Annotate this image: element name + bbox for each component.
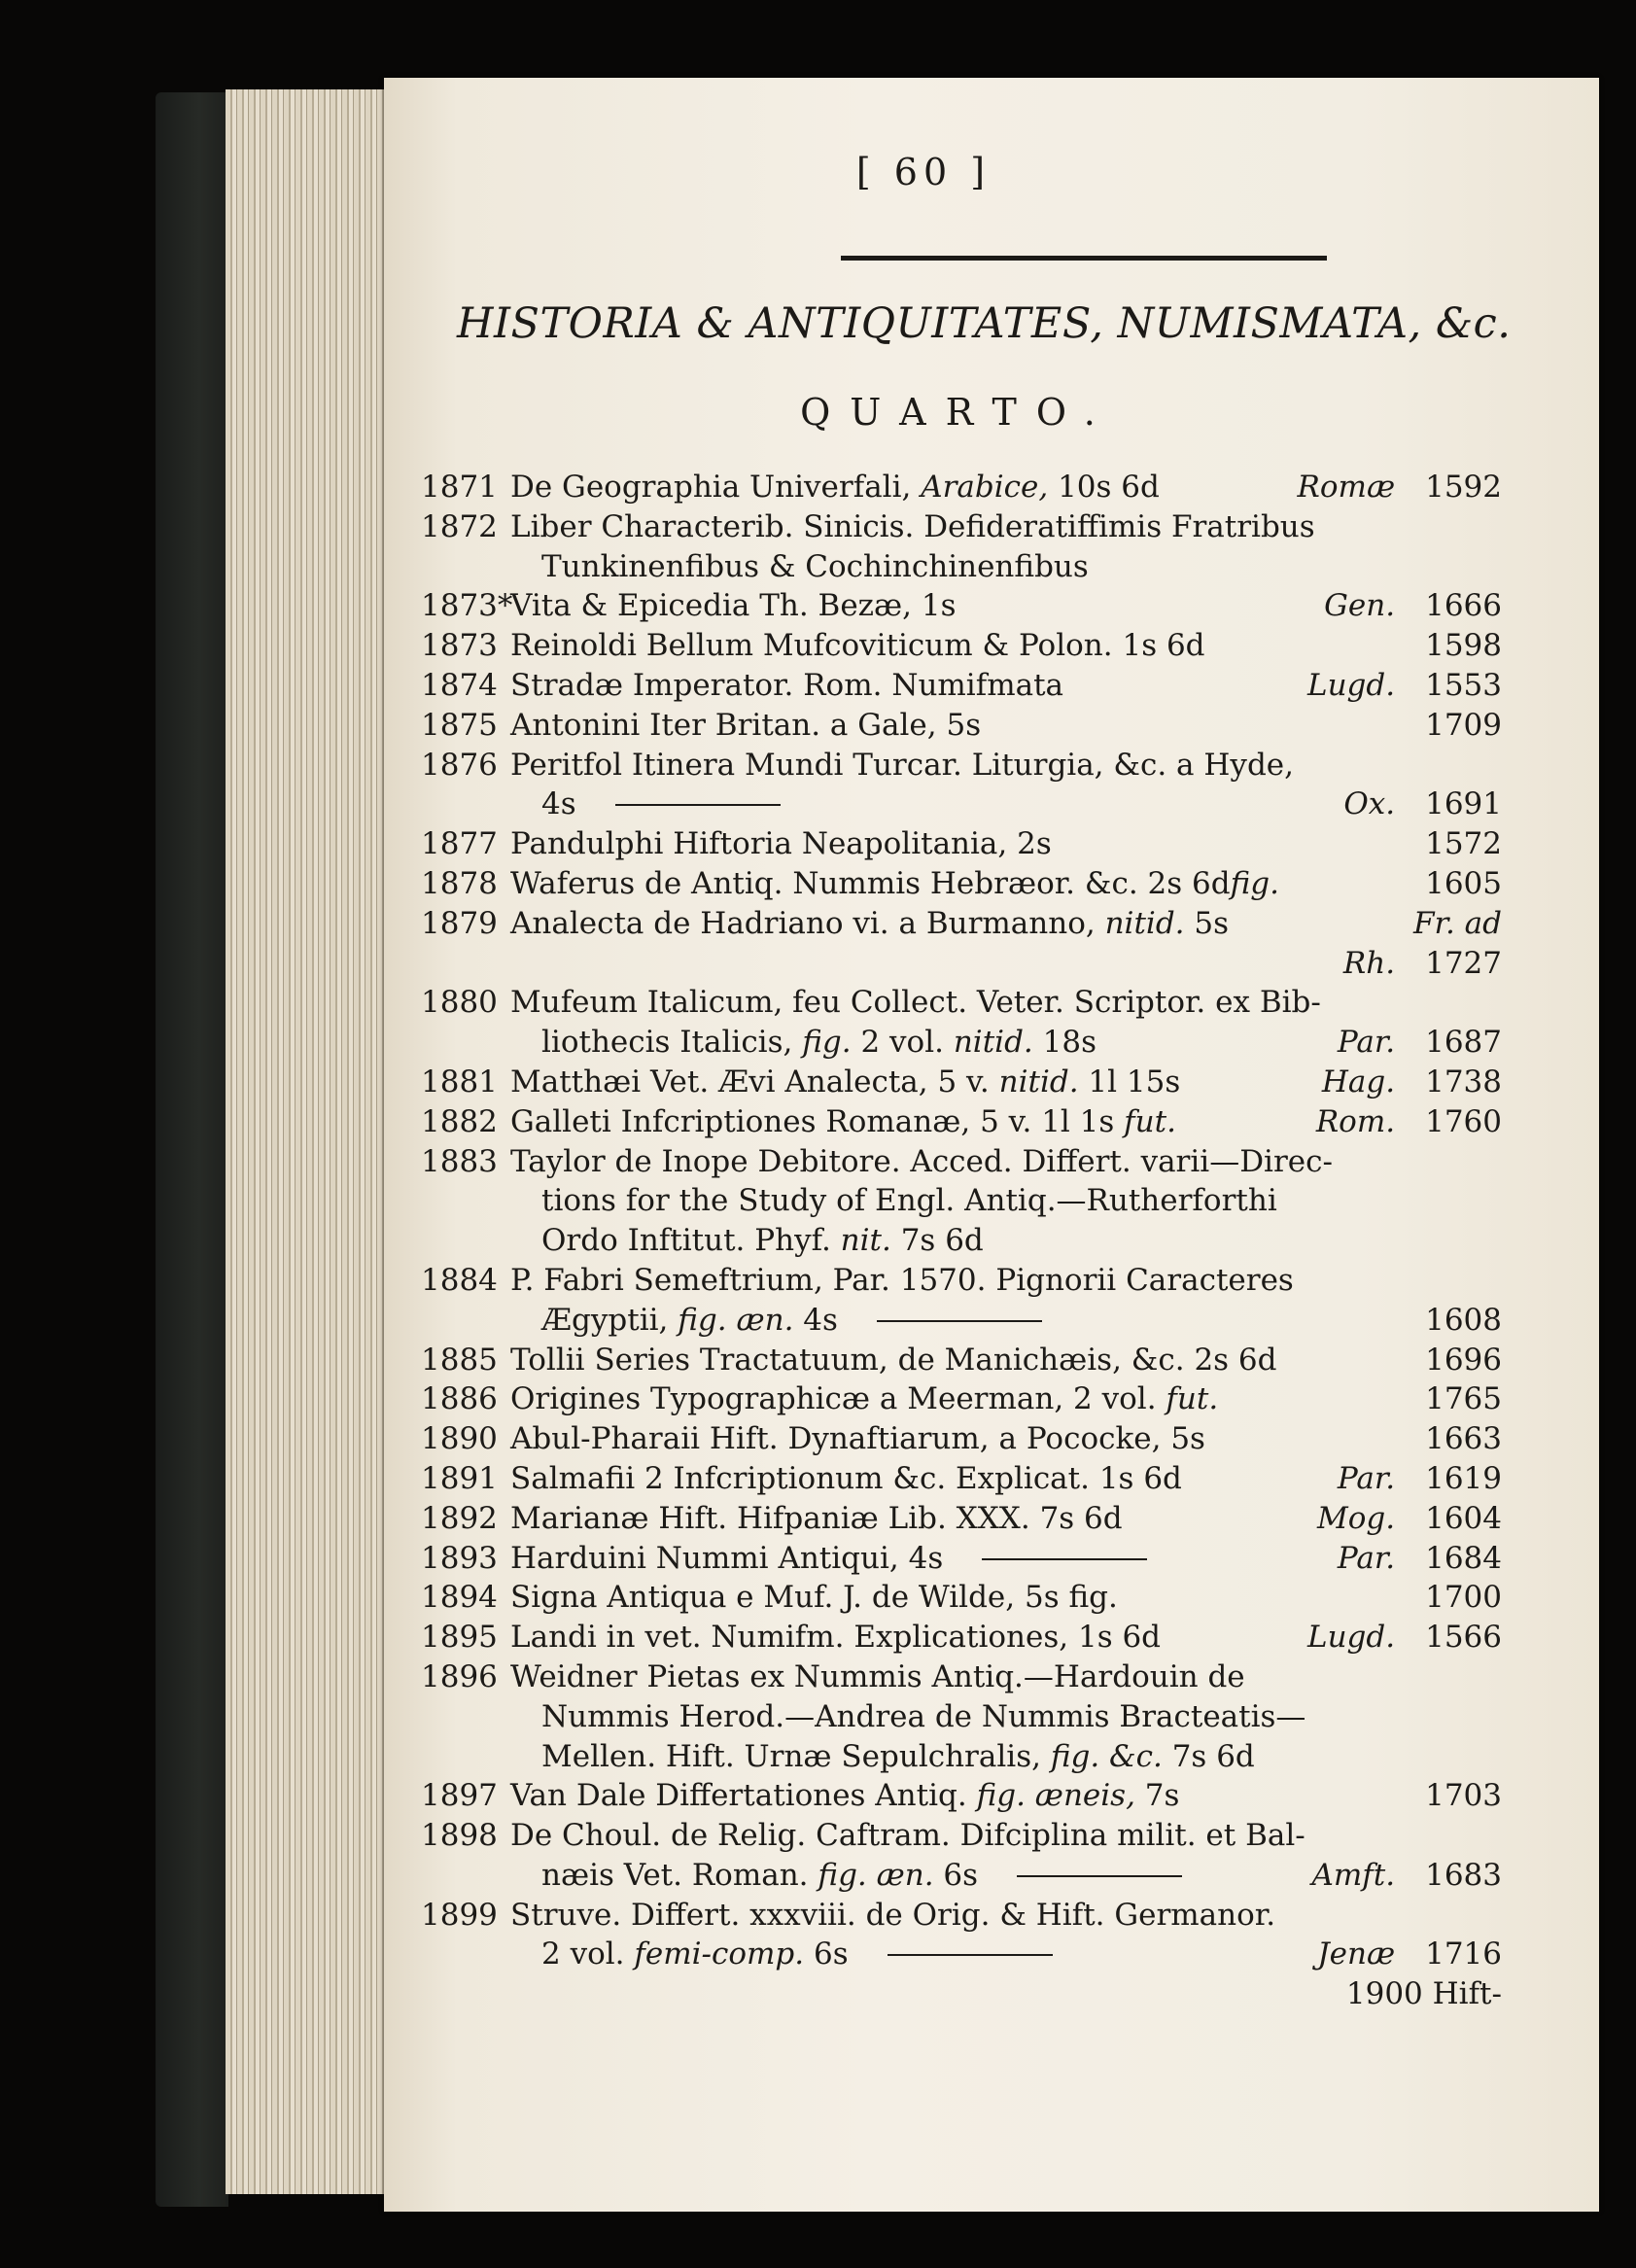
- entry-italic-text: fig.: [802, 1025, 852, 1061]
- entry-text-segment: Vita & Epicedia Th. Bezæ, 1s: [510, 588, 957, 624]
- entry-continuation-line: [384, 1183, 1599, 1218]
- entry-number: 1876: [421, 747, 498, 783]
- entry-text: [541, 1858, 978, 1893]
- entry-text-segment: Reinoldi Bellum Mufcoviticum & Polon. 1s 6d: [510, 628, 1205, 664]
- entry-number: 1881: [421, 1064, 498, 1099]
- entry-place: Rh.: [1342, 945, 1396, 981]
- entry-text-segment: Harduini Nummi Antiqui, 4s: [510, 1540, 944, 1576]
- entry-year: 1666: [1395, 588, 1502, 624]
- entry-year: 1687: [1395, 1025, 1502, 1061]
- entry-number: 1871: [421, 470, 498, 505]
- entry-text: [541, 786, 576, 821]
- catalogue-entry: [384, 1421, 1599, 1456]
- entry-text: [510, 470, 1160, 505]
- entry-italic-text: fut.: [1124, 1103, 1176, 1139]
- entry-continuation-line: [384, 1858, 1599, 1893]
- entry-text: [510, 985, 1321, 1020]
- entry-number: 1897: [421, 1778, 498, 1814]
- entry-text-segment: Landi in vet. Numifm. Explicationes, 1s 6d: [510, 1620, 1162, 1656]
- entry-text-segment: Ordo Inftitut. Phyf.: [541, 1223, 841, 1259]
- entry-year: 1566: [1395, 1620, 1502, 1656]
- entry-continuation-line: [384, 1303, 1599, 1338]
- entry-text-segment: 1l 15s: [1078, 1064, 1181, 1099]
- entry-italic-text: fig. æn.: [818, 1857, 934, 1893]
- entry-text: [510, 1501, 1123, 1536]
- entry-text: [541, 1303, 838, 1338]
- entry-place: Lugd.: [1307, 667, 1396, 703]
- catalogue-entry: [384, 1541, 1599, 1576]
- entry-place: Rom.: [1315, 1103, 1396, 1139]
- dash-leader: [877, 1320, 1042, 1322]
- entry-italic-text: fig.: [1230, 865, 1279, 901]
- entry-number: 1898: [421, 1818, 498, 1854]
- entry-number: 1872: [421, 508, 498, 544]
- entry-text-segment: 18s: [1032, 1025, 1096, 1061]
- entry-number: 1878: [421, 865, 498, 901]
- entry-italic-text: Arabice,: [921, 470, 1049, 505]
- dash-leader: [982, 1558, 1147, 1560]
- entry-text: [541, 1183, 1277, 1218]
- entry-year: 1684: [1395, 1540, 1502, 1576]
- entry-number: 1883: [421, 1143, 498, 1179]
- entry-imprint: [1425, 708, 1502, 743]
- entry-text-segment: Struve. Differt. xxxviii. de Orig. & Hift. Germanor.: [510, 1897, 1276, 1933]
- entry-text-segment: Salmafii 2 Infcriptionum &c. Explicat. 1s 6d: [510, 1460, 1182, 1496]
- entry-text-segment: 4s: [793, 1302, 838, 1338]
- entry-imprint: [1307, 668, 1502, 703]
- entry-number: 1896: [421, 1658, 498, 1694]
- entry-imprint: [1338, 1025, 1502, 1060]
- entry-number: 1879: [421, 905, 498, 941]
- entry-text-segment: Pandulphi Hiftoria Neapolitania, 2s: [510, 826, 1052, 862]
- entry-text-segment: liothecis Italicis,: [541, 1025, 803, 1061]
- format-heading: QUARTO.: [800, 391, 1115, 434]
- entry-italic-text: nitid.: [953, 1025, 1033, 1061]
- catalogue-entry: [384, 1818, 1599, 1853]
- catalogue-entry: [384, 1263, 1599, 1298]
- entry-place: Ox.: [1343, 786, 1396, 822]
- entry-year: 1604: [1395, 1500, 1502, 1536]
- entry-text: [541, 1223, 984, 1258]
- catalogue-entry: [384, 1620, 1599, 1655]
- entry-continuation-line: [384, 786, 1599, 821]
- catalogue-entry: [384, 906, 1599, 941]
- entry-text-segment: Weidner Pietas ex Nummis Antiq.—Hardouin de: [510, 1658, 1245, 1694]
- entry-text-segment: Waferus de Antiq. Nummis Hebræor. &c. 2s 6d: [510, 865, 1231, 901]
- catalogue-entry: [384, 628, 1599, 663]
- entry-text: [510, 1620, 1161, 1655]
- entry-text-segment: Matthæi Vet. Ævi Analecta, 5 v.: [510, 1064, 999, 1099]
- entry-year: 1716: [1395, 1937, 1502, 1972]
- entry-imprint: [1316, 1104, 1502, 1139]
- catalogue-entry: [384, 826, 1599, 861]
- catalogue-entry: [384, 1144, 1599, 1179]
- entry-place: Par.: [1337, 1025, 1396, 1061]
- entry-text: [510, 826, 1052, 861]
- entry-year: 1765: [1425, 1381, 1502, 1417]
- entry-text-segment: Signa Antiqua e Muf. J. de Wilde, 5s fig.: [510, 1580, 1118, 1616]
- catalogue-entry: [384, 985, 1599, 1020]
- entry-place: Gen.: [1324, 588, 1396, 624]
- catalogue-entry: [384, 1461, 1599, 1496]
- entry-year: 1553: [1395, 667, 1502, 703]
- entry-text-segment: 7s 6d: [1162, 1738, 1255, 1774]
- entry-year: 1592: [1395, 470, 1502, 505]
- entry-place: Amft.: [1311, 1857, 1396, 1893]
- entry-text-segment: Tunkinenfibus & Cochinchinenfibus: [541, 548, 1089, 584]
- entry-text-segment: 10s 6d: [1048, 470, 1160, 505]
- entry-text: [510, 748, 1294, 783]
- catalogue-entry: [384, 708, 1599, 743]
- entry-year: 1605: [1425, 865, 1502, 901]
- entry-text: [510, 1898, 1275, 1933]
- entry-place: Hag.: [1321, 1064, 1396, 1099]
- entry-continuation-line: [384, 1937, 1599, 1971]
- dash-leader: [615, 804, 781, 806]
- entry-text: [541, 1937, 849, 1971]
- catalogue-entry: [384, 509, 1599, 544]
- entry-imprint: [1317, 1501, 1502, 1536]
- entry-text: [541, 1739, 1255, 1774]
- entry-text-segment: Stradæ Imperator. Rom. Numifmata: [510, 667, 1064, 703]
- entry-imprint: [1322, 1064, 1502, 1099]
- dash-leader: [1017, 1875, 1182, 1877]
- entry-place: Romæ: [1297, 470, 1396, 505]
- entry-text: [510, 1541, 943, 1576]
- entry-italic-text: fut.: [1166, 1381, 1219, 1417]
- entry-place: Jenæ: [1317, 1937, 1396, 1972]
- entry-number: 1891: [421, 1460, 498, 1496]
- entry-italic-text: nitid.: [998, 1064, 1079, 1099]
- entry-year: 1709: [1425, 707, 1502, 743]
- entry-imprint: [1425, 1343, 1502, 1378]
- entry-number: 1873: [421, 628, 498, 664]
- entry-year: 1727: [1395, 945, 1502, 981]
- entry-year: 1683: [1395, 1857, 1502, 1893]
- entry-number: 1884: [421, 1262, 498, 1298]
- entry-text: [510, 509, 1315, 544]
- entry-italic-text: fig. æn.: [678, 1302, 794, 1338]
- entry-text: [510, 1104, 1176, 1139]
- entry-place: Lugd.: [1307, 1620, 1396, 1656]
- entry-italic-text: nit.: [840, 1223, 891, 1259]
- entry-text-segment: De Geographia Univerfali,: [510, 470, 922, 505]
- catalogue-entry: [384, 1501, 1599, 1536]
- catalogue-entry: [384, 1064, 1599, 1099]
- entry-imprint: [1425, 1580, 1502, 1615]
- entry-text-segment: Liber Characterib. Sinicis. Defideratiffimis Fratribus: [510, 508, 1315, 544]
- entry-number: 1873*: [421, 588, 513, 624]
- entry-text: [510, 1421, 1205, 1456]
- entry-year: 1572: [1425, 826, 1502, 862]
- entry-text: [510, 1818, 1305, 1853]
- entry-imprint: [1425, 1421, 1502, 1456]
- entry-imprint: [1338, 1461, 1502, 1496]
- entry-text-segment: Tollii Series Tractatuum, de Manichæis, &c. 2s 6d: [510, 1342, 1277, 1378]
- entry-number: 1882: [421, 1103, 498, 1139]
- entry-text-segment: De Choul. de Relig. Caftram. Difciplina milit. et Bal-: [510, 1818, 1305, 1854]
- page-edges: [226, 89, 386, 2194]
- entry-text-segment: Galleti Infcriptiones Romanæ, 5 v. 1l 1s: [510, 1103, 1125, 1139]
- catalogue-entry: [384, 866, 1599, 901]
- entry-text: [510, 1580, 1118, 1615]
- entry-continuation-line: [384, 1739, 1599, 1774]
- catalogue-entry: [384, 668, 1599, 703]
- entry-continuation-line: [384, 1025, 1599, 1060]
- entry-number: 1885: [421, 1342, 498, 1378]
- entry-text-segment: P. Fabri Semeftrium, Par. 1570. Pignorii Caracteres: [510, 1262, 1294, 1298]
- entry-text-segment: 4s: [541, 786, 576, 822]
- catalogue-entry: [384, 1580, 1599, 1615]
- entry-imprint: [1413, 906, 1502, 941]
- entry-italic-text: fig. æneis,: [976, 1778, 1135, 1814]
- entry-text: [510, 906, 1229, 941]
- entry-text: [510, 866, 1279, 901]
- entry-text-segment: 7s 6d: [890, 1223, 984, 1259]
- entry-text: [510, 1064, 1180, 1099]
- entry-number: 1899: [421, 1897, 498, 1933]
- entry-year: 1598: [1425, 628, 1502, 664]
- entry-imprint: [1343, 946, 1502, 981]
- book-page: [384, 78, 1599, 2212]
- entry-text: [510, 1778, 1179, 1813]
- entry-imprint: [1338, 1541, 1502, 1576]
- entry-text: [510, 1461, 1182, 1496]
- entry-imprint: [1343, 786, 1502, 821]
- entry-number: 1890: [421, 1421, 498, 1457]
- entry-text-segment: 2 vol.: [851, 1025, 954, 1061]
- entry-imprint: [1317, 1937, 1502, 1971]
- entry-italic-text: femi-comp.: [634, 1937, 805, 1972]
- header-rule: [841, 256, 1327, 261]
- entry-imprint: [1425, 628, 1502, 663]
- entry-imprint: [1425, 1381, 1502, 1416]
- entry-text: [510, 628, 1205, 663]
- entry-text-segment: Taylor de Inope Debitore. Acced. Differt. varii—Direc-: [510, 1143, 1333, 1179]
- entry-text-segment: 5s: [1184, 905, 1230, 941]
- entry-place: Par.: [1337, 1460, 1396, 1496]
- catalogue-entry: [384, 1898, 1599, 1933]
- entry-text: [510, 708, 981, 743]
- entry-text-segment: Peritfol Itinera Mundi Turcar. Liturgia, &c. a Hyde,: [510, 747, 1294, 783]
- entry-text-segment: Mellen. Hift. Urnæ Sepulchralis,: [541, 1738, 1051, 1774]
- entry-imprint: [1425, 1778, 1502, 1813]
- entry-year: 1619: [1395, 1460, 1502, 1496]
- entry-number: 1874: [421, 667, 498, 703]
- entry-text: [541, 1025, 1096, 1060]
- entry-text-segment: 2 vol.: [541, 1937, 635, 1972]
- entry-imprint: [1425, 1303, 1502, 1338]
- catalogue-entry: [384, 1778, 1599, 1813]
- entry-year: 1900 Hift-: [1345, 1976, 1502, 2012]
- entry-text-segment: næis Vet. Roman.: [541, 1857, 818, 1893]
- catalogue-entry: [384, 1343, 1599, 1378]
- entry-text: [510, 1381, 1218, 1416]
- entry-imprint: [1298, 470, 1502, 505]
- entry-continuation-line: [384, 946, 1599, 981]
- book-spine: [156, 92, 228, 2207]
- section-title: HISTORIA & ANTIQUITATES, NUMISMATA, &c.: [457, 299, 1512, 348]
- entry-continuation-line: [384, 1699, 1599, 1734]
- entry-text: [510, 588, 956, 623]
- entry-year: 1696: [1425, 1342, 1502, 1378]
- entry-italic-text: nitid.: [1104, 905, 1185, 941]
- entry-year: 1703: [1425, 1778, 1502, 1814]
- entry-number: 1875: [421, 707, 498, 743]
- entry-place: Fr. ad: [1413, 905, 1502, 941]
- entry-text-segment: Ægyptii,: [541, 1302, 679, 1338]
- entry-text-segment: Abul-Pharaii Hift. Dynaftiarum, a Pococke, 5s: [510, 1421, 1205, 1457]
- entry-text: [510, 1343, 1277, 1378]
- entry-number: 1894: [421, 1580, 498, 1616]
- entry-number: 1893: [421, 1540, 498, 1576]
- entry-imprint: [1425, 866, 1502, 901]
- entry-text-segment: Van Dale Differtationes Antiq.: [510, 1778, 977, 1814]
- entry-imprint: [1346, 1976, 1502, 2011]
- entry-text-segment: 7s: [1134, 1778, 1180, 1814]
- entry-imprint: [1312, 1858, 1502, 1893]
- entry-year: 1760: [1395, 1103, 1502, 1139]
- entry-text: [541, 1699, 1305, 1734]
- entry-number: 1877: [421, 826, 498, 862]
- entry-place: Mog.: [1316, 1500, 1396, 1536]
- entry-text-segment: Mufeum Italicum, feu Collect. Veter. Scriptor. ex Bib-: [510, 985, 1321, 1021]
- entry-continuation-line: [384, 1976, 1599, 2011]
- entry-text-segment: tions for the Study of Engl. Antiq.—Rutherforthi: [541, 1183, 1277, 1219]
- catalogue-entry: [384, 1659, 1599, 1694]
- entry-text-segment: Analecta de Hadriano vi. a Burmanno,: [510, 905, 1105, 941]
- entry-text: [510, 1144, 1333, 1179]
- catalogue-entry: [384, 1381, 1599, 1416]
- page-number: [ 60 ]: [855, 151, 992, 193]
- entry-italic-text: fig. &c.: [1050, 1738, 1163, 1774]
- entry-text-segment: 6s: [933, 1857, 979, 1893]
- entry-text-segment: 6s: [804, 1937, 849, 1972]
- entry-continuation-line: [384, 1223, 1599, 1258]
- entry-year: 1663: [1425, 1421, 1502, 1457]
- dash-leader: [888, 1954, 1053, 1956]
- entry-number: 1880: [421, 985, 498, 1021]
- entry-year: 1691: [1395, 786, 1502, 822]
- catalogue-entry: [384, 748, 1599, 783]
- entry-number: 1895: [421, 1620, 498, 1656]
- entry-text: [510, 668, 1063, 703]
- entry-text: [510, 1659, 1245, 1694]
- entry-imprint: [1307, 1620, 1502, 1655]
- entry-year: 1738: [1395, 1064, 1502, 1099]
- entry-imprint: [1425, 826, 1502, 861]
- entry-text-segment: Marianæ Hift. Hifpaniæ Lib. XXX. 7s 6d: [510, 1500, 1123, 1536]
- entry-number: 1892: [421, 1500, 498, 1536]
- entry-imprint: [1324, 588, 1502, 623]
- entry-text: [541, 549, 1089, 584]
- catalogue-entries: [384, 470, 1599, 2016]
- entry-text-segment: Origines Typographicæ a Meerman, 2 vol.: [510, 1381, 1166, 1417]
- entry-number: 1886: [421, 1381, 498, 1417]
- catalogue-entry: [384, 470, 1599, 505]
- catalogue-entry: [384, 1104, 1599, 1139]
- entry-year: 1608: [1425, 1302, 1502, 1338]
- catalogue-entry: [384, 588, 1599, 623]
- entry-year: 1700: [1425, 1580, 1502, 1616]
- entry-place: Par.: [1337, 1540, 1396, 1576]
- entry-text-segment: Antonini Iter Britan. a Gale, 5s: [510, 707, 982, 743]
- entry-text: [510, 1263, 1294, 1298]
- entry-text-segment: Nummis Herod.—Andrea de Nummis Bracteatis—: [541, 1698, 1306, 1734]
- entry-continuation-line: [384, 549, 1599, 584]
